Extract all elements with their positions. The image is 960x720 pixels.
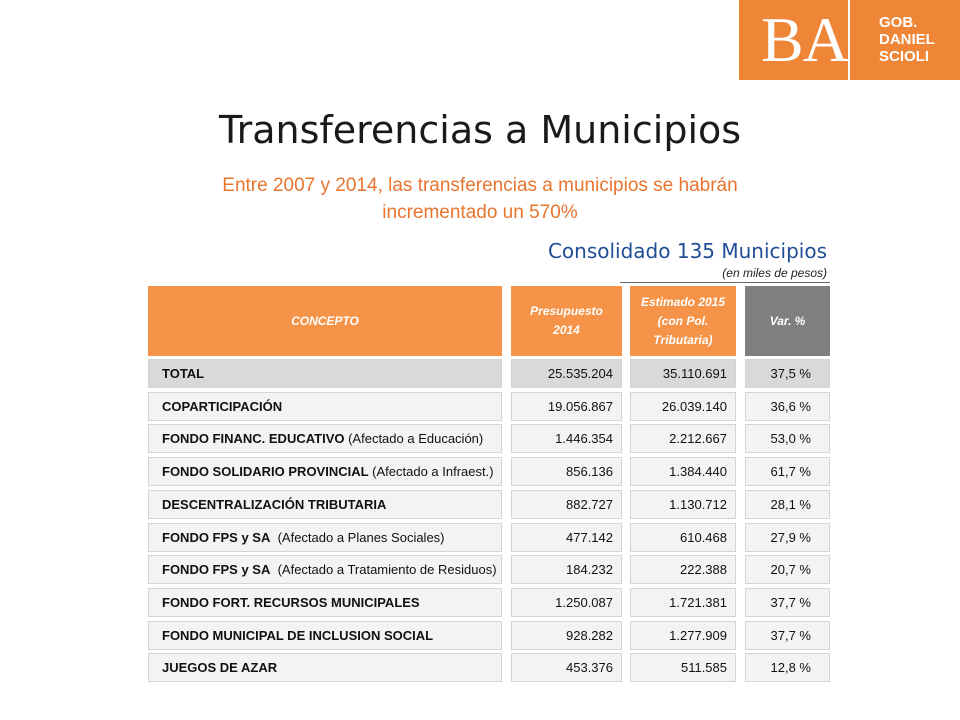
concept-cell	[148, 359, 502, 388]
estimado-cell: 610.468	[630, 523, 736, 552]
var-cell: 36,6 %	[745, 392, 830, 421]
concept-name: TOTAL	[162, 366, 205, 381]
presupuesto-cell: 1.446.354	[511, 424, 622, 453]
header-label: (con Pol.	[657, 313, 709, 328]
concept-cell	[148, 490, 502, 519]
presupuesto-cell: 1.250.087	[511, 588, 622, 617]
logo-text	[879, 14, 935, 65]
header-concepto	[148, 286, 502, 356]
concept-note: (Afectado a Tratamiento de Residuos)	[270, 562, 497, 577]
header-label: 2014	[553, 323, 580, 337]
brand-logo	[739, 0, 960, 80]
concept-name: FONDO SOLIDARIO PROVINCIAL	[162, 464, 369, 479]
presupuesto-cell: 477.142	[511, 523, 622, 552]
var-cell: 28,1 %	[745, 490, 830, 519]
section-title: Consolidado 135 Municipios	[547, 239, 827, 263]
estimado-cell: 511.585	[630, 653, 736, 682]
concept-note: (Afectado a Educación)	[344, 431, 484, 446]
estimado-cell: 35.110.691	[630, 359, 736, 388]
concept-cell	[148, 588, 502, 617]
concept-name: FONDO MUNICIPAL DE INCLUSION SOCIAL	[162, 628, 434, 643]
var-cell: 61,7 %	[745, 457, 830, 486]
subtitle	[140, 172, 820, 226]
presupuesto-cell: 882.727	[511, 490, 622, 519]
concept-cell	[148, 424, 502, 453]
logo-mark: BA	[761, 4, 848, 75]
header-label: Estimado 2015	[640, 294, 726, 309]
presupuesto-cell: 453.376	[511, 653, 622, 682]
presupuesto-cell: 928.282	[511, 621, 622, 650]
estimado-cell: 2.212.667	[630, 424, 736, 453]
concept-cell	[148, 457, 502, 486]
var-cell: 37,7 %	[745, 621, 830, 650]
concept-note: (Afectado a Planes Sociales)	[270, 530, 445, 545]
logo-line: DANIEL	[879, 31, 935, 48]
var-cell: 37,5 %	[745, 359, 830, 388]
concept-name: FONDO FPS y SA	[162, 530, 271, 545]
logo-divider	[848, 0, 850, 80]
divider	[620, 282, 830, 283]
concept-name: JUEGOS DE AZAR	[162, 660, 278, 675]
var-cell: 37,7 %	[745, 588, 830, 617]
header-var	[745, 286, 830, 356]
header-presupuesto	[511, 286, 622, 356]
header-label: Presupuesto	[530, 304, 603, 318]
subtitle-line: Entre 2007 y 2014, las transferencias a municipios se habrán	[222, 175, 738, 196]
estimado-cell: 222.388	[630, 555, 736, 584]
presupuesto-cell: 25.535.204	[511, 359, 622, 388]
presupuesto-cell: 856.136	[511, 457, 622, 486]
section-unit: (en miles de pesos)	[722, 266, 827, 280]
concept-cell	[148, 653, 502, 682]
estimado-cell: 1.721.381	[630, 588, 736, 617]
concept-cell	[148, 392, 502, 421]
header-label: Var. %	[769, 313, 806, 328]
concept-name: COPARTICIPACIÓN	[162, 399, 283, 414]
concept-name: FONDO FINANC. EDUCATIVO	[162, 431, 345, 446]
estimado-cell: 1.130.712	[630, 490, 736, 519]
concept-cell	[148, 621, 502, 650]
header-estimado	[630, 286, 736, 356]
logo-line: SCIOLI	[879, 48, 930, 65]
concept-cell	[148, 523, 502, 552]
concept-name: DESCENTRALIZACIÓN TRIBUTARIA	[162, 497, 387, 512]
estimado-cell: 26.039.140	[630, 392, 736, 421]
header-label: Tributaria)	[653, 332, 713, 347]
header-label: CONCEPTO	[291, 313, 359, 328]
concept-name: FONDO FPS y SA	[162, 562, 271, 577]
concept-cell	[148, 555, 502, 584]
subtitle-line: incrementado un 570%	[382, 202, 578, 223]
concept-name: FONDO FORT. RECURSOS MUNICIPALES	[162, 595, 420, 610]
logo-line: GOB.	[879, 14, 918, 31]
page-title: Transferencias a Municipios	[218, 108, 742, 152]
var-cell: 20,7 %	[745, 555, 830, 584]
estimado-cell: 1.384.440	[630, 457, 736, 486]
estimado-cell: 1.277.909	[630, 621, 736, 650]
var-cell: 12,8 %	[745, 653, 830, 682]
var-cell: 53,0 %	[745, 424, 830, 453]
var-cell: 27,9 %	[745, 523, 830, 552]
presupuesto-cell: 184.232	[511, 555, 622, 584]
presupuesto-cell: 19.056.867	[511, 392, 622, 421]
concept-note: (Afectado a Infraest.)	[368, 464, 494, 479]
